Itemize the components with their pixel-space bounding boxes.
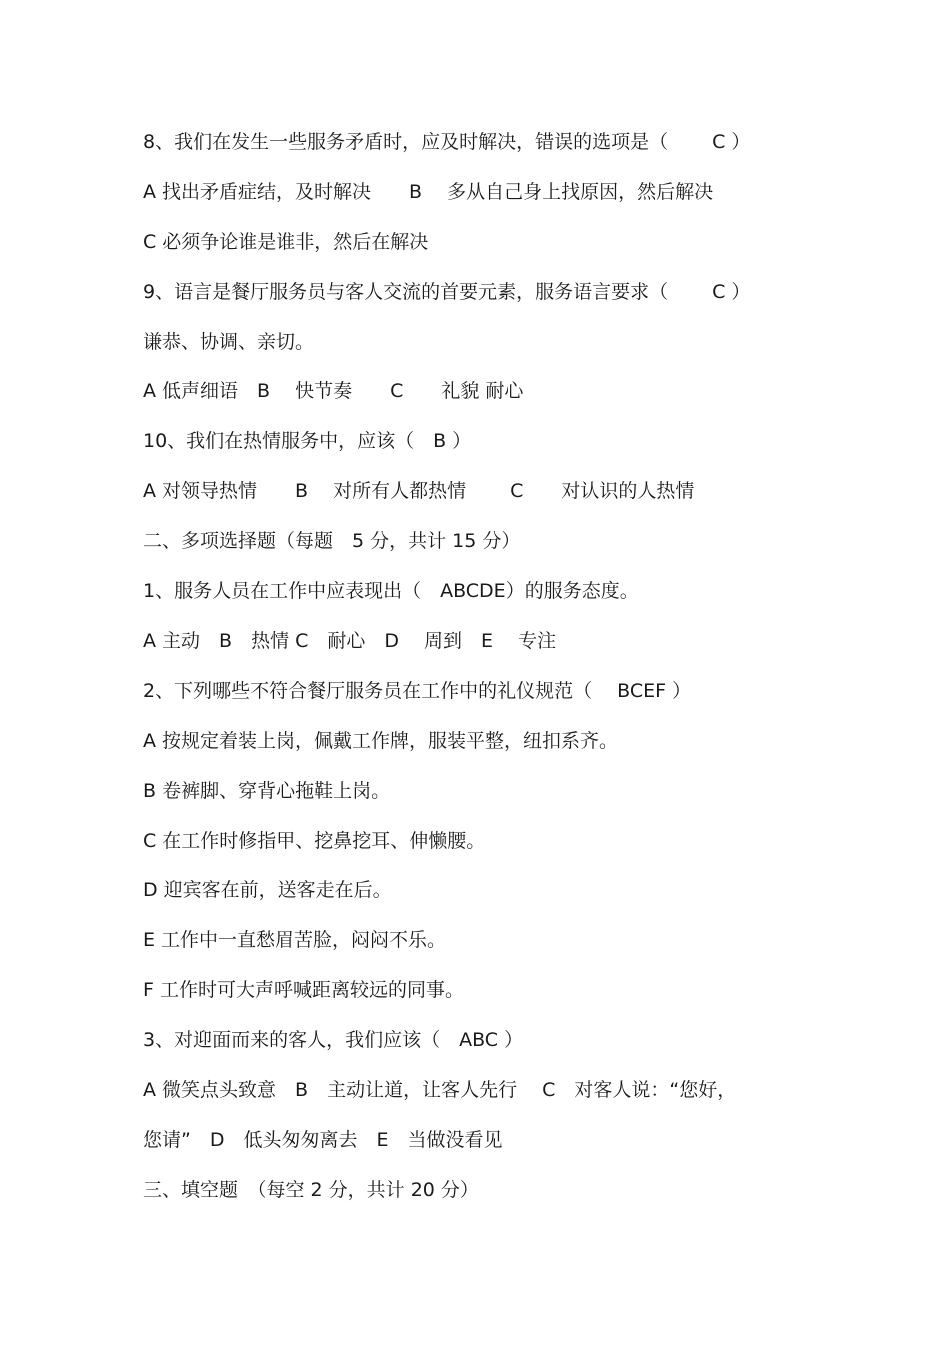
section-3-heading: 三、填空题 （每空 2 分，共计 20 分） — [143, 1179, 479, 1201]
mc-question-2-option-e: E 工作中一直愁眉苦脸，闷闷不乐。 — [143, 929, 447, 951]
mc-question-1: 1、服务人员在工作中应表现出（ ABCDE）的服务态度。 — [143, 580, 639, 602]
mc-question-3: 3、对迎面而来的客人，我们应该（ ABC ） — [143, 1029, 524, 1051]
mc-question-2-option-f: F 工作时可大声呼喊距离较远的同事。 — [143, 979, 464, 1001]
question-10-options: A 对领导热情 B 对所有人都热情 C 对认识的人热情 — [143, 480, 695, 502]
question-8-options-ab: A 找出矛盾症结，及时解决 B 多从自己身上找原因，然后解决 — [143, 181, 714, 203]
mc-question-2-option-a: A 按规定着装上岗，佩戴工作牌，服装平整，纽扣系齐。 — [143, 730, 619, 752]
mc-question-2-option-c: C 在工作时修指甲、挖鼻挖耳、伸懒腰。 — [143, 830, 486, 852]
mc-question-2-option-d: D 迎宾客在前，送客走在后。 — [143, 879, 392, 901]
mc-question-2: 2、下列哪些不符合餐厅服务员在工作中的礼仪规范（ BCEF ） — [143, 680, 692, 702]
mc-question-2-option-b: B 卷裤脚、穿背心拖鞋上岗。 — [143, 780, 391, 802]
question-9-continuation: 谦恭、协调、亲切。 — [143, 331, 315, 353]
question-8-option-c: C 必须争论谁是谁非，然后在解决 — [143, 231, 429, 253]
question-9: 9、语言是餐厅服务员与客人交流的首要元素，服务语言要求（ C ） — [143, 281, 751, 303]
question-10: 10、我们在热情服务中，应该（ B ） — [143, 430, 472, 452]
mc-question-3-options: A 微笑点头致意 B 主动让道，让客人先行 C 对客人说：“您好， — [143, 1079, 737, 1101]
question-9-options: A 低声细语 B 快节奏 C 礼貌 耐心 — [143, 380, 524, 402]
mc-question-3-options-continued: 您请” D 低头匆匆离去 E 当做没看见 — [143, 1129, 503, 1151]
section-2-heading: 二、多项选择题（每题 5 分，共计 15 分） — [143, 530, 521, 552]
mc-question-1-options: A 主动 B 热情 C 耐心 D 周到 E 专注 — [143, 630, 557, 652]
question-8: 8、我们在发生一些服务矛盾时，应及时解决，错误的选项是（ C ） — [143, 131, 751, 153]
